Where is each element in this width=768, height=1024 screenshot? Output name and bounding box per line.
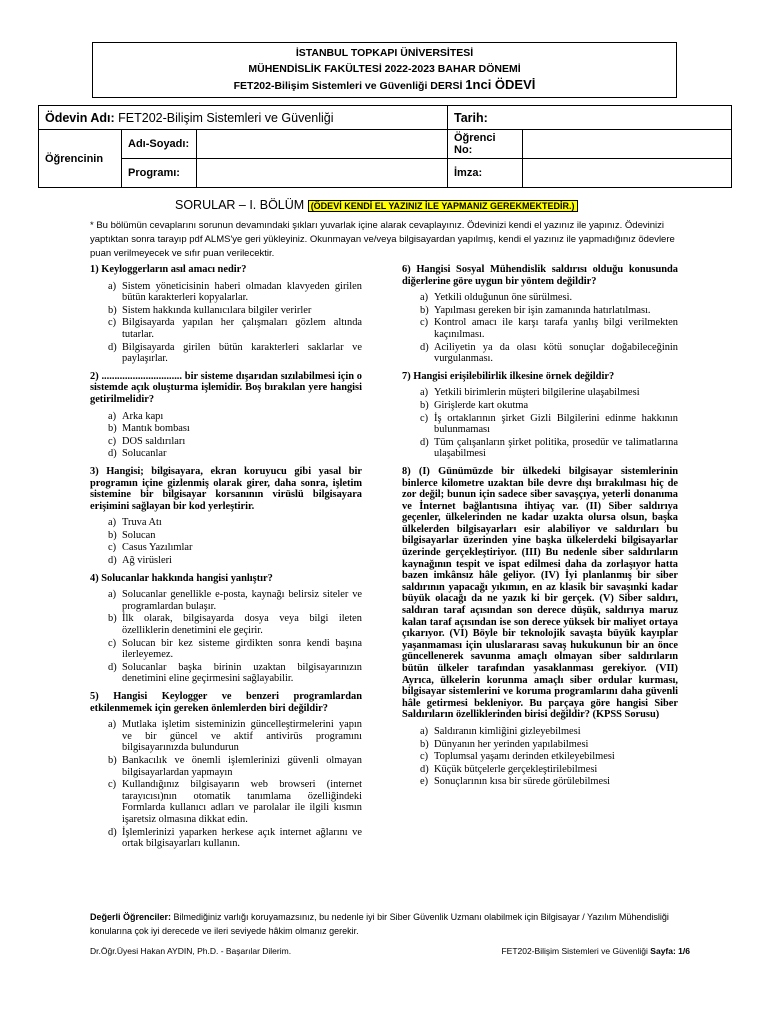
option-text: Arka kapı — [122, 410, 164, 422]
option-letter: b) — [420, 399, 429, 411]
program-label: Programı: — [122, 159, 197, 188]
answer-option[interactable] — [108, 662, 362, 685]
option-text: Küçük bütçelerle gerçekleştirilebilmesi — [434, 763, 598, 775]
answer-option[interactable] — [108, 530, 362, 542]
left-column — [90, 264, 362, 856]
signature-label: İmza: — [448, 159, 523, 188]
name-label: Adı-Soyadı: — [122, 130, 197, 159]
option-letter: b) — [108, 613, 117, 625]
option-text: İlk olarak, bilgisayarda dosya veya bilgi ileten özelliklerin denetimini ele geçirir. — [122, 613, 362, 637]
option-letter: d) — [108, 661, 117, 673]
question-7-options — [402, 387, 678, 460]
student-info-table — [38, 105, 732, 188]
option-text: Kontrol amacı ile karşı tarafa yanlış bilgi verilmekten kaçınılması. — [434, 317, 678, 340]
answer-option[interactable] — [108, 827, 362, 850]
question-8: 8) (I) Günümüzde bir ülkedeki bilgisayar sistemlerinin binlerce kilometre uzaktan bile devre dışı bırakılması hiç de zor değil; bunun için sadece siber savaşçıya, yeterli donanıma ve İnternet bağlantısına ihtiyaç var. (II) Siber saldırıya geçenler, ülkelerinden ne kadar uzakta olursa olsun, başka ülkelerden bilgisayarları esir alabiliyor ve saldırıları bu bilgisayarlar üzerinden yine başka ülkelerdeki bilgisayarlar üzerinde gerçekleştiriyor. (III) Bu nedenle siber saldırıların kaynağının tespit ve ispat edilmesi daha da zorlaşıyor hatta bazen imkânsız hâle geliyor. (IV) İyi planlanmış bir siber saldırının yapacağı yıkımın, en az klasik bir savaşınki kadar büyük olacağı da ne yazık ki bir gerçek. (V) Siber saldırı, saldıran taraf açısından son derece düşük, saldırıya maruz kalan taraf açısından ise son derece yüksek bir maliyet ortaya çıkarıyor. (VI) Böyle bir teknolojik savaşta büyük kayıplar yaşanmaması için uluslararası savaş hukukunun bir an önce güncellenerek savunma amaçlı olmayan siber saldırıların bütün ülkeler tarafından yasaklanması gerekiyor. (VII) Ayrıca, ülkelerin korunma amaçlı siber ordular kurması, bilgisayar sistemlerini ve koruma programlarını daha güvenli hâle getirmesi bekleniyor. Bu parçaya göre hangisi Siber Saldırıların özelliklerinden birisi değildir? (KPSS Sorusu) — [402, 465, 678, 721]
author-line: Dr.Öğr.Üyesi Hakan AYDIN, Ph.D. - Başarılar Dilerim. — [90, 946, 292, 956]
university-name: İSTANBUL TOPKAPI ÜNİVERSİTESİ — [295, 47, 474, 59]
faculty-term: MÜHENDİSLİK FAKÜLTESİ 2022-2023 BAHAR DÖNEMİ — [248, 63, 521, 75]
option-text: Solucan — [122, 529, 156, 541]
option-text: Kullandığınız bilgisayarın web browseri (internet tarayıcısı)nın otomatik tanımlama özelliğindeki Formlarda kullanıcı adları ve parolalar ile ilgili kısmın işaretsiz olmasına dikkat edin. — [122, 779, 362, 825]
date-cell[interactable]: Tarih: — [448, 106, 732, 130]
option-text: İş ortaklarının şirket Gizli Bilgilerini edinme hakkının bulunmaması — [434, 412, 678, 436]
option-text: Solucanlar — [122, 448, 167, 460]
answer-option[interactable] — [108, 755, 362, 778]
assignment-number: 1nci ÖDEVİ — [465, 77, 536, 92]
option-text: Mutlaka işletim sisteminizin güncelleştirmelerini yapın ve bir güncel ve aktif antivirüs programını bilgisayarınızda bulundurun — [122, 719, 362, 754]
answer-option[interactable] — [108, 719, 362, 754]
signature-field[interactable] — [523, 159, 732, 188]
option-letter: b) — [420, 304, 429, 316]
option-text: Toplumsal yaşamı derinden etkileyebilmesi — [434, 751, 615, 763]
question-2-options — [90, 411, 362, 460]
answer-option[interactable] — [420, 317, 678, 340]
option-text: Dünyanın her yerinden yapılabilmesi — [434, 738, 589, 750]
option-letter: b) — [108, 754, 117, 766]
question-7: 7) Hangisi erişilebilirlik ilkesine örnek değildir? — [402, 370, 615, 382]
option-letter: a) — [420, 725, 429, 737]
course-title: FET202-Bilişim Sistemleri ve Güvenliği DERSİ 1nci ÖDEVİ — [233, 77, 536, 92]
option-text: Ağ virüsleri — [122, 555, 172, 567]
option-text: Sistem yöneticisinin haberi olmadan klavyeden girilen bütün karakterleri kopyalarlar. — [122, 280, 362, 304]
option-letter: b) — [108, 423, 117, 435]
answer-option[interactable] — [420, 305, 678, 317]
answer-option[interactable] — [420, 739, 678, 751]
answer-option[interactable] — [108, 281, 362, 304]
option-letter: c) — [108, 637, 117, 649]
option-text: Yetkili olduğunun öne sürülmesi. — [434, 292, 573, 304]
option-letter: a) — [108, 280, 117, 292]
question-1: 1) Keyloggerların asıl amacı nedir? — [90, 264, 247, 275]
option-text: Girişlerde kart okutma — [434, 399, 529, 411]
option-letter: c) — [420, 751, 429, 763]
section-heading: SORULAR – I. BÖLÜM (ÖDEVİ KENDİ EL YAZINIZ İLE YAPMANIZ GEREKMEKTEDİR.) — [175, 198, 578, 212]
answer-option[interactable] — [108, 517, 362, 529]
answer-option[interactable] — [420, 387, 678, 399]
answer-option[interactable] — [420, 776, 678, 788]
answer-option[interactable] — [420, 342, 678, 365]
answer-option[interactable] — [420, 437, 678, 460]
option-letter: d) — [108, 341, 117, 353]
option-letter: b) — [108, 529, 117, 541]
option-letter: a) — [108, 410, 117, 422]
page-number: Sayfa: 1/6 — [650, 946, 690, 956]
answer-option[interactable] — [108, 342, 362, 365]
question-6-options — [402, 292, 678, 365]
option-text: Sonuçlarının kısa bir sürede görülebilmesi — [434, 776, 611, 788]
student-label: Öğrencinin — [39, 130, 122, 188]
option-text: Solucan bir kez sisteme girdikten sonra kendi başına ilerleyemez. — [122, 637, 362, 661]
option-letter: a) — [108, 589, 117, 601]
question-5-options — [90, 719, 362, 850]
answer-option[interactable] — [108, 317, 362, 340]
answer-option[interactable] — [420, 764, 678, 776]
assignment-name-cell: Ödevin Adı: FET202-Bilişim Sistemleri ve Güvenliği — [39, 106, 448, 130]
answer-option[interactable] — [420, 726, 678, 738]
question-4: 4) Solucanlar hakkında hangisi yanlıştır? — [90, 572, 273, 584]
answer-option[interactable] — [420, 292, 678, 304]
option-text: Sistem hakkında kullanıcılara bilgiler verirler — [122, 304, 312, 316]
option-text: Tüm çalışanların şirket politika, prosedür ve talimatlarına ulaşabilmesi — [434, 436, 678, 460]
option-text: Truva Atı — [122, 517, 162, 529]
option-text: Mantık bombası — [122, 423, 190, 435]
right-column — [402, 264, 678, 794]
answer-option[interactable] — [108, 411, 362, 423]
answer-option[interactable] — [420, 400, 678, 412]
option-text: Yapılması gereken bir işin zamanında hatırlatılması. — [434, 304, 651, 316]
student-no-field[interactable] — [523, 130, 732, 159]
question-4-options — [90, 589, 362, 685]
name-field[interactable] — [197, 130, 448, 159]
option-letter: a) — [420, 292, 429, 304]
option-letter: a) — [108, 517, 117, 529]
option-letter: c) — [420, 412, 429, 424]
option-text: Bilgisayarda girilen bütün karakterleri saklarlar ve paylaşırlar. — [122, 341, 362, 365]
page-footer — [90, 946, 690, 956]
answer-option[interactable] — [420, 413, 678, 436]
option-letter: d) — [108, 826, 117, 838]
answer-option[interactable] — [108, 448, 362, 460]
answer-option[interactable] — [108, 779, 362, 825]
option-text: Solucanlar genellikle e-posta, kaynağı belirsiz siteler ve programlardan bulaşır. — [122, 589, 362, 612]
answer-option[interactable] — [108, 542, 362, 554]
option-text: Solucanlar başka birinin uzaktan bilgisayarınızın denetimini eline geçirmesini sağlayabilir. — [122, 661, 362, 685]
option-letter: e) — [420, 776, 429, 788]
option-letter: a) — [108, 719, 117, 731]
option-letter: d) — [420, 436, 429, 448]
option-text: DOS saldırıları — [122, 435, 186, 447]
page-info: FET202-Bilişim Sistemleri ve Güvenliği Sayfa: 1/6 — [501, 946, 690, 956]
question-8-options — [402, 726, 678, 788]
option-text: Bankacılık ve önemli işlemlerinizi güvenli olmayan bilgisayarlardan yapmayın — [122, 754, 362, 778]
option-letter: c) — [108, 435, 117, 447]
question-1-options — [90, 281, 362, 365]
question-3: 3) Hangisi; bilgisayara, ekran koruyucu gibi yasal bir programın içine gizlenmiş olarak girer, daha sonra, işletim sistemine bir bilgisayar korsanının virüslü bilgisayara erişimini sağlayan bir kod yerleştirir. — [90, 465, 362, 512]
option-letter: c) — [108, 542, 117, 554]
answer-option[interactable] — [108, 589, 362, 612]
handwriting-notice: (ÖDEVİ KENDİ EL YAZINIZ İLE YAPMANIZ GEREKMEKTEDİR.) — [308, 200, 578, 212]
option-letter: d) — [420, 341, 429, 353]
question-6: 6) Hangisi Sosyal Mühendislik saldırısı olduğu konusunda diğerlerine göre uygun bir yöntem değildir? — [402, 264, 678, 287]
answer-option[interactable] — [108, 436, 362, 448]
question-2: 2) ............................... bir sisteme dışarıdan sızılabilmesi için o sistemde açık oluşturma işlemidir. Boş bırakılan yere hangisi getirilmelidir? — [90, 370, 362, 405]
option-letter: c) — [108, 317, 117, 329]
option-text: Saldıranın kimliğini gizleyebilmesi — [434, 725, 581, 737]
option-text: Yetkili birimlerin müşteri bilgilerine ulaşabilmesi — [434, 387, 640, 399]
question-3-options — [90, 517, 362, 566]
answer-option[interactable] — [108, 613, 362, 636]
answer-option[interactable] — [108, 555, 362, 567]
program-field[interactable] — [197, 159, 448, 188]
option-letter: b) — [420, 738, 429, 750]
option-letter: c) — [108, 779, 117, 791]
option-text: Casus Yazılımlar — [122, 542, 193, 554]
option-letter: a) — [420, 387, 429, 399]
question-5: 5) Hangisi Keylogger ve benzeri programlardan etkilenmemek için gereken önlemlerden biri değildir? — [90, 691, 362, 714]
answer-option[interactable] — [420, 751, 678, 763]
section-intro: * Bu bölümün cevaplarını sorunun devamındaki şıkları yuvarlak içine alarak cevaplayınız. Ödevinizi kendi el yazınız ile yapınız. Ödevinizi yaptıktan sonra tarayıp pdf ALMS'ye geri yükleyiniz. Okunmayan ve/veya bilgisayardan yapılmış, kendi el yazınız ile yapmadığınız ödevlere puan verilmeyecek ve sıfır puan verilecektir. — [90, 220, 675, 259]
answer-option[interactable] — [108, 305, 362, 317]
student-no-label: Öğrenci No: — [448, 130, 523, 159]
option-letter: b) — [108, 304, 117, 316]
option-letter: c) — [420, 317, 429, 329]
document-header — [92, 42, 677, 98]
option-letter: d) — [420, 763, 429, 775]
option-letter: d) — [108, 555, 117, 567]
option-text: Aciliyetin ya da olası kötü sonuçlar doğabileceğinin vurgulanması. — [434, 341, 678, 365]
footer-note: Değerli Öğrenciler: Bilmediğiniz varlığı koruyamazsınız, bu nedenle iyi bir Siber Güvenlik Uzmanı olabilmek için Bilgisayar / Yazılım Mühendisliği konularına çok iyi derecede ve ileri seviyede hâkim olmanız gerekir. — [90, 912, 669, 936]
answer-option[interactable] — [108, 638, 362, 661]
option-letter: d) — [108, 448, 117, 460]
option-text: İşlemlerinizi yaparken herkese açık internet ağlarını ve ortak bilgisayarları kullanın. — [122, 826, 362, 850]
answer-option[interactable] — [108, 423, 362, 435]
option-text: Bilgisayarda yapılan her çalışmaları gözlem altında tutarlar. — [122, 317, 362, 340]
